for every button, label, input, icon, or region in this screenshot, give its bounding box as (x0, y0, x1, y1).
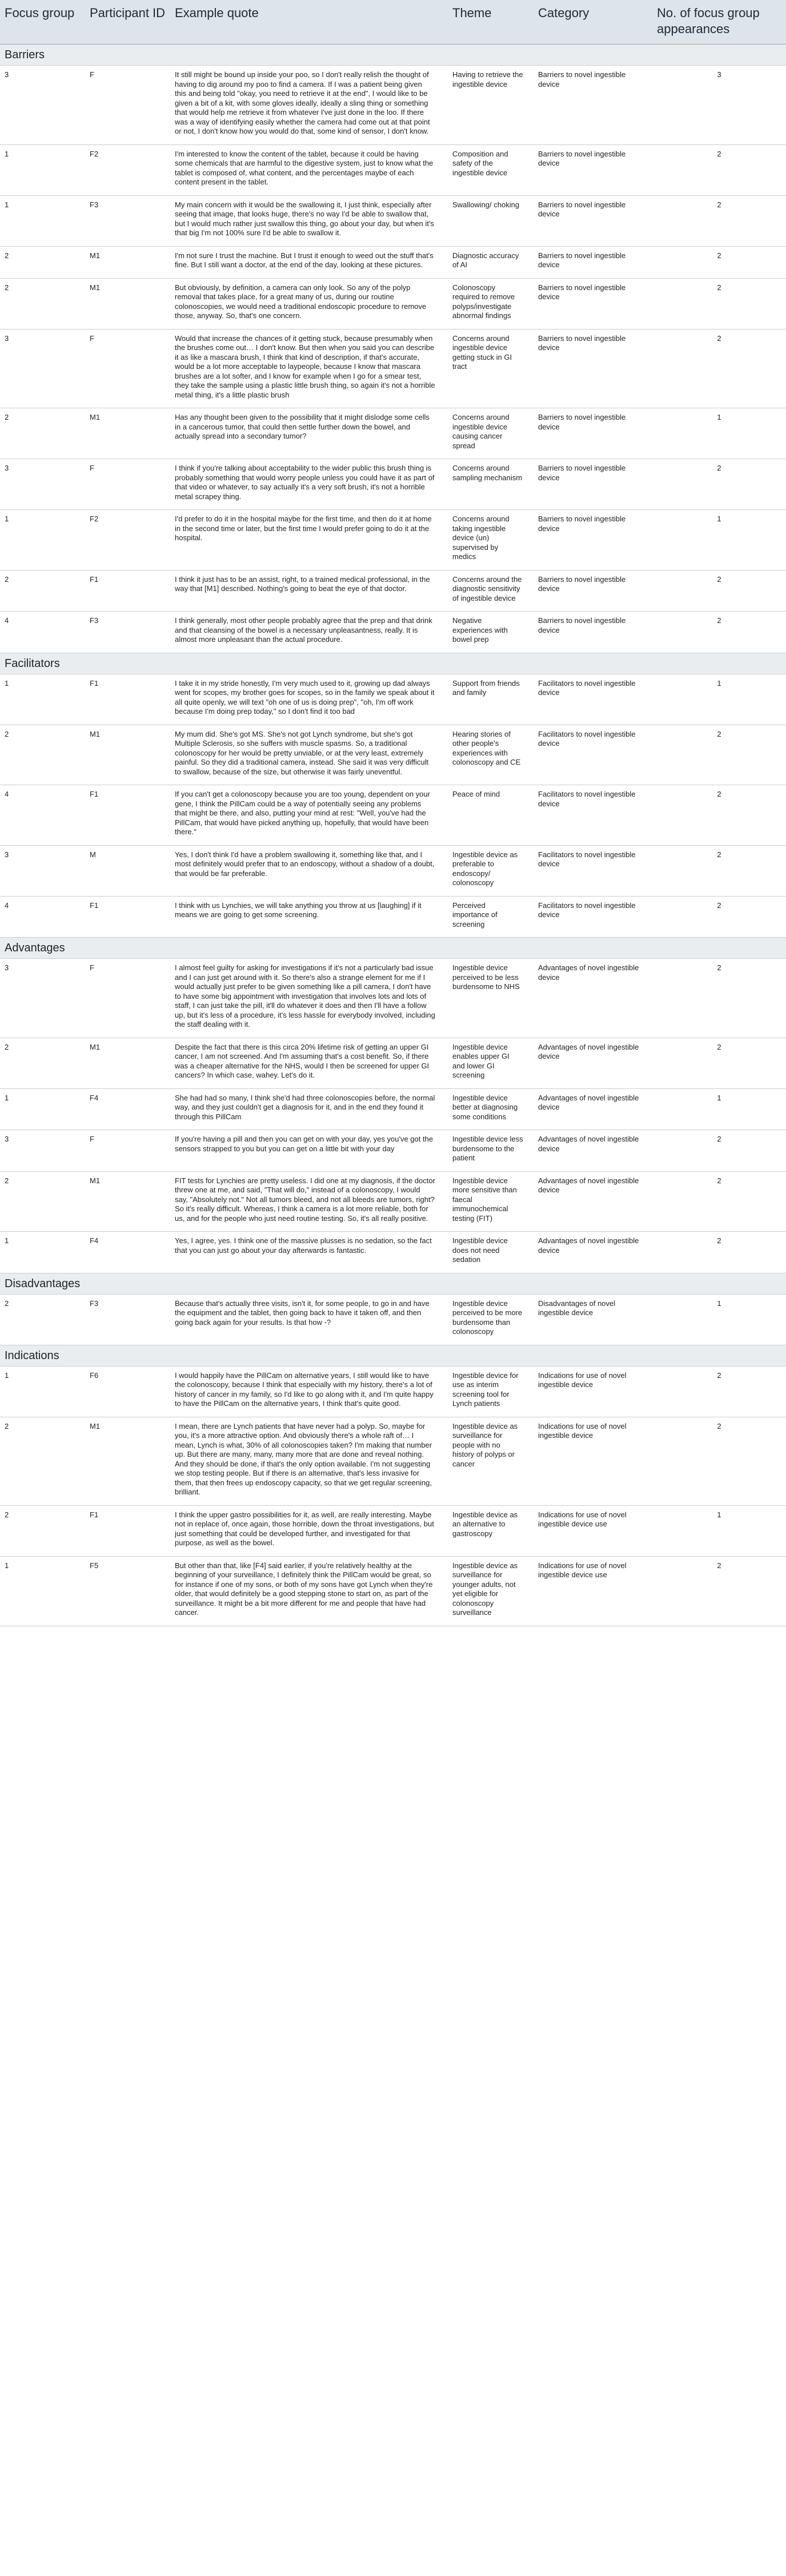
table-row (0, 785, 786, 846)
appearances-cell: 2 (652, 329, 786, 408)
theme-cell: Ingestible device enables upper GI and lower GI screening (448, 1038, 534, 1088)
theme-cell: Composition and safety of the ingestible device (448, 144, 534, 195)
category-cell: Facilitators to novel ingestible device (534, 785, 652, 846)
category-cell: Facilitators to novel ingestible device (534, 674, 652, 725)
quote-cell: Yes, I agree, yes. I think one of the massive plusses is no sedation, so the fact that you can just go about your day afterwards is fantastic. (170, 1232, 448, 1273)
participant-id-cell: F (85, 459, 170, 510)
section-title: Disadvantages (0, 1273, 786, 1294)
category-cell: Advantages of novel ingestible device (534, 1130, 652, 1172)
header-example-quote: Example quote (170, 0, 448, 45)
category-cell: Barriers to novel ingestible device (534, 612, 652, 653)
focus-group-cell: 3 (0, 845, 85, 896)
table-row (0, 959, 786, 1038)
table-row (0, 1505, 786, 1556)
focus-group-cell: 2 (0, 1171, 85, 1232)
quote-cell: I think if you're talking about acceptability to the wider public this brush thing is probably something that would worry people unless you could have it as part of that video or whatever, to say actually it's a very soft brush, it's not a horrible metal scrapey thing. (170, 459, 448, 510)
quote-cell: I mean, there are Lynch patients that have never had a polyp. So, maybe for you, it's a more attractive option. And obviously there's a whole raft of… I mean, Lynch is what, 30% of all colonoscopies taken? I'm making that number up. But there are many, many, many more that are done and reveal nothing. And they should be done, if that's the only option available. I'm not suggesting we stop testing people. But if there is an alternative, that's less invasive for them, that then frees up endoscopy capacity, so that we get regular screening, brilliant. (170, 1417, 448, 1505)
section-row (0, 653, 786, 674)
theme-cell: Concerns around ingestible device getting stuck in GI tract (448, 329, 534, 408)
focus-group-cell: 1 (0, 674, 85, 725)
quote-cell: But obviously, by definition, a camera can only look. So any of the polyp removal that takes place, for a great many of us, during our routine colonoscopies, we would need a traditional endoscopic procedure to remove those, anyway. So, that's one concern. (170, 278, 448, 329)
participant-id-cell: F (85, 329, 170, 408)
participant-id-cell: F2 (85, 144, 170, 195)
header-category: Category (534, 0, 652, 45)
focus-group-cell: 2 (0, 1294, 85, 1345)
appearances-cell: 2 (652, 195, 786, 246)
theme-cell: Concerns around ingestible device causing cancer spread (448, 408, 534, 459)
theme-cell: Ingestible device as preferable to endoscopy/ colonoscopy (448, 845, 534, 896)
participant-id-cell: F1 (85, 674, 170, 725)
table-header-row (0, 0, 786, 45)
table-row (0, 1130, 786, 1172)
table-row (0, 1232, 786, 1273)
quote-cell: But other than that, like [F4] said earlier, if you're relatively healthy at the beginning of your surveillance, I definitely think the PillCam would be great, so for instance if one of my sons, or both of my sons have got Lynch when they're older, that would definitely be a good stepping stone to start on, as part of the surveillance. It might be a bit more different for me and people that have had cancer. (170, 1556, 448, 1626)
category-cell: Barriers to novel ingestible device (534, 66, 652, 145)
section-title: Barriers (0, 45, 786, 66)
appearances-cell: 3 (652, 66, 786, 145)
category-cell: Indications for use of novel ingestible device use (534, 1556, 652, 1626)
theme-cell: Ingestible device as surveillance for people with no history of polyps or cancer (448, 1417, 534, 1505)
focus-group-cell: 2 (0, 725, 85, 785)
theme-cell: Perceived importance of screening (448, 896, 534, 938)
table-row (0, 1171, 786, 1232)
table-body (0, 45, 786, 1626)
category-cell: Indications for use of novel ingestible device (534, 1417, 652, 1505)
participant-id-cell: M1 (85, 1038, 170, 1088)
category-cell: Indications for use of novel ingestible device (534, 1366, 652, 1417)
appearances-cell: 1 (652, 408, 786, 459)
table-row (0, 896, 786, 938)
participant-id-cell: F (85, 66, 170, 145)
table-row (0, 570, 786, 612)
appearances-cell: 1 (652, 510, 786, 570)
section-title: Indications (0, 1345, 786, 1366)
theme-cell: Concerns around taking ingestible device (un) supervised by medics (448, 510, 534, 570)
theme-cell: Diagnostic accuracy of AI (448, 246, 534, 278)
table-row (0, 1366, 786, 1417)
table-row (0, 612, 786, 653)
table-row (0, 1417, 786, 1505)
header-participant-id: Participant ID (85, 0, 170, 45)
quote-cell: My main concern with it would be the swallowing it, I just think, especially after seeing that image, that looks huge, there's no way I'd be able to swallow that, but I would much rather just swallow this thing, go about your day, but when it's that big I'm not 100% sure I'd be able to swallow it. (170, 195, 448, 246)
category-cell: Barriers to novel ingestible device (534, 408, 652, 459)
table-row (0, 408, 786, 459)
focus-group-cell: 1 (0, 1232, 85, 1273)
participant-id-cell: F5 (85, 1556, 170, 1626)
category-cell: Facilitators to novel ingestible device (534, 896, 652, 938)
focus-group-cell: 2 (0, 278, 85, 329)
theme-cell: Ingestible device less burdensome to the patient (448, 1130, 534, 1172)
participant-id-cell: F1 (85, 1505, 170, 1556)
quote-cell: My mum did. She's got MS. She's not got Lynch syndrome, but she's got Multiple Sclerosis, so she suffers with muscle spasms. So, a traditional colonoscopy for her would be pretty unviable, or at the very least, extremely painful. So they did a traditional camera, instead. She said it was very difficult to swallow, because of the size, but otherwise it was fairly uneventful. (170, 725, 448, 785)
focus-group-cell: 4 (0, 896, 85, 938)
appearances-cell: 1 (652, 1088, 786, 1130)
participant-id-cell: F3 (85, 612, 170, 653)
header-focus-group: Focus group (0, 0, 85, 45)
participant-id-cell: M1 (85, 246, 170, 278)
focus-group-cell: 2 (0, 1038, 85, 1088)
appearances-cell: 2 (652, 144, 786, 195)
category-cell: Barriers to novel ingestible device (534, 510, 652, 570)
theme-cell: Swallowing/ choking (448, 195, 534, 246)
participant-id-cell: F4 (85, 1232, 170, 1273)
appearances-cell: 1 (652, 1505, 786, 1556)
theme-cell: Ingestible device does not need sedation (448, 1232, 534, 1273)
section-row (0, 45, 786, 66)
theme-cell: Having to retrieve the ingestible device (448, 66, 534, 145)
appearances-cell: 1 (652, 674, 786, 725)
focus-group-cell: 2 (0, 408, 85, 459)
table-row (0, 1088, 786, 1130)
theme-cell: Negative experiences with bowel prep (448, 612, 534, 653)
theme-cell: Colonoscopy required to remove polyps/investigate abnormal findings (448, 278, 534, 329)
theme-cell: Hearing stories of other people's experiences with colonoscopy and CE (448, 725, 534, 785)
theme-cell: Support from friends and family (448, 674, 534, 725)
quote-cell: FIT tests for Lynchies are pretty useless. I did one at my diagnosis, if the doctor threw one at me, and said, "That will do," instead of a colonoscopy, I would say, "Absolutely not." Not all tumors bleed, and not all bleeds are tumors, right? So it's really difficult. Whereas, I think a camera is a lot more reliable, both for us, and for the people who just need routine testing. So, it's all really positive. (170, 1171, 448, 1232)
table-row (0, 725, 786, 785)
theme-cell: Ingestible device as surveillance for younger adults, not yet eligible for colonoscopy surveillance (448, 1556, 534, 1626)
participant-id-cell: F (85, 959, 170, 1038)
participant-id-cell: F1 (85, 570, 170, 612)
category-cell: Facilitators to novel ingestible device (534, 845, 652, 896)
appearances-cell: 2 (652, 725, 786, 785)
theme-cell: Peace of mind (448, 785, 534, 846)
quote-cell: I'm not sure I trust the machine. But I trust it enough to weed out the stuff that's fine. But I still want a doctor, at the end of the day, looking at these pictures. (170, 246, 448, 278)
theme-cell: Ingestible device perceived to be more burdensome than colonoscopy (448, 1294, 534, 1345)
focus-group-cell: 2 (0, 1417, 85, 1505)
appearances-cell: 2 (652, 459, 786, 510)
quote-cell: I would happily have the PillCam on alternative years, I still would like to have the colonoscopy, because I think that especially with my history, there's a lot of history of cancer in my family, so I'd like to go along with it, and I'm quite happy to have the PillCam on the alternative years, I think that's quite good. (170, 1366, 448, 1417)
participant-id-cell: M1 (85, 408, 170, 459)
quote-cell: Has any thought been given to the possibility that it might dislodge some cells in a cancerous tumor, that could then settle further down the bowel, and actually spread into a secondary tumor? (170, 408, 448, 459)
appearances-cell: 2 (652, 1232, 786, 1273)
header-appearances: No. of focus group appearances (652, 0, 786, 45)
quote-cell: I almost feel guilty for asking for investigations if it's not a particularly bad issue and I can just get around with it. So there's also a strange element for me if I would actually just prefer to be given something like a pill camera, I don't have to have some big appointment with investigation that involves lots and lots of staff, I can just take the pill, it'll do whatever it does and then I'll have a follow up, but it's less of a procedure, it's less hassle for everybody involved, including the staff dealing with it. (170, 959, 448, 1038)
table-row (0, 66, 786, 145)
appearances-cell: 1 (652, 1294, 786, 1345)
quote-cell: I think it just has to be an assist, right, to a trained medical professional, in the way that [M1] described. Nothing's going to beat the eye of that doctor. (170, 570, 448, 612)
section-title: Facilitators (0, 653, 786, 674)
appearances-cell: 2 (652, 1417, 786, 1505)
table-row (0, 459, 786, 510)
category-cell: Advantages of novel ingestible device (534, 1038, 652, 1088)
participant-id-cell: F3 (85, 1294, 170, 1345)
participant-id-cell: M (85, 845, 170, 896)
participant-id-cell: F3 (85, 195, 170, 246)
category-cell: Barriers to novel ingestible device (534, 278, 652, 329)
focus-group-cell: 1 (0, 1088, 85, 1130)
participant-id-cell: M1 (85, 725, 170, 785)
section-row (0, 1345, 786, 1366)
table-row (0, 845, 786, 896)
category-cell: Barriers to novel ingestible device (534, 195, 652, 246)
table-row (0, 1294, 786, 1345)
participant-id-cell: M1 (85, 1171, 170, 1232)
focus-group-cell: 1 (0, 195, 85, 246)
appearances-cell: 2 (652, 246, 786, 278)
appearances-cell: 2 (652, 1130, 786, 1172)
section-row (0, 938, 786, 959)
table-row (0, 144, 786, 195)
focus-group-cell: 4 (0, 785, 85, 846)
section-row (0, 1273, 786, 1294)
header-theme: Theme (448, 0, 534, 45)
table-row (0, 195, 786, 246)
appearances-cell: 2 (652, 612, 786, 653)
category-cell: Disadvantages of novel ingestible device (534, 1294, 652, 1345)
theme-cell: Concerns around the diagnostic sensitivity of ingestible device (448, 570, 534, 612)
table-row (0, 278, 786, 329)
focus-group-cell: 2 (0, 1505, 85, 1556)
theme-cell: Ingestible device perceived to be less burdensome to NHS (448, 959, 534, 1038)
category-cell: Advantages of novel ingestible device (534, 1232, 652, 1273)
participant-id-cell: M1 (85, 278, 170, 329)
focus-group-cell: 3 (0, 329, 85, 408)
participant-id-cell: F6 (85, 1366, 170, 1417)
focus-group-cell: 2 (0, 246, 85, 278)
quote-cell: Yes, I don't think I'd have a problem swallowing it, something like that, and I most definitely would prefer that to an endoscopy, without a shadow of a doubt, that would be far preferable. (170, 845, 448, 896)
participant-id-cell: F1 (85, 785, 170, 846)
appearances-cell: 2 (652, 896, 786, 938)
category-cell: Barriers to novel ingestible device (534, 570, 652, 612)
focus-group-cell: 3 (0, 1130, 85, 1172)
quote-cell: I think the upper gastro possibilities for it, as well, are really interesting. Maybe not in replace of, once again, those horrible, down the throat investigations, but just something that could be developed further, and investigated for that purpose, as well as the bowel. (170, 1505, 448, 1556)
focus-group-cell: 1 (0, 144, 85, 195)
quote-cell: Because that's actually three visits, isn't it, for some people, to go in and have the equipment and the tablet, then going back to have it taken off, and then going back again for your results. Is that how -? (170, 1294, 448, 1345)
table-row (0, 674, 786, 725)
table-row (0, 329, 786, 408)
category-cell: Indications for use of novel ingestible device use (534, 1505, 652, 1556)
quote-cell: Would that increase the chances of it getting stuck, because presumably when the brushes come out… I don't know. But then when you said you can describe it as like a mascara brush, I think that kind of description, if that's accurate, would be a lot more acceptable to laypeople, because I know that mascara brushes are a lot softer, and I know for example when I go for a smear test, they take the sample using a plastic little brush thing, so again it's not a horrible metal thing, it's a little plastic brush (170, 329, 448, 408)
quote-cell: If you can't get a colonoscopy because you are too young, dependent on your gene, I think the PillCam could be a way of potentially seeing any problems that might be there, and also, putting your mind at rest: "Well, you've had the PillCam, that would have picked anything up, hopefully, that would have been there." (170, 785, 448, 846)
quote-cell: I think generally, most other people probably agree that the prep and that drink and that cleansing of the bowel is a necessary unpleasantness, really. It is almost more unpleasant than the actual procedure. (170, 612, 448, 653)
table-row (0, 246, 786, 278)
category-cell: Barriers to novel ingestible device (534, 459, 652, 510)
appearances-cell: 2 (652, 278, 786, 329)
section-title: Advantages (0, 938, 786, 959)
focus-group-cell: 2 (0, 570, 85, 612)
theme-cell: Ingestible device more sensitive than faecal immunochemical testing (FIT) (448, 1171, 534, 1232)
appearances-cell: 2 (652, 959, 786, 1038)
focus-group-cell: 3 (0, 959, 85, 1038)
category-cell: Barriers to novel ingestible device (534, 246, 652, 278)
appearances-cell: 2 (652, 1171, 786, 1232)
quote-cell: I think with us Lynchies, we will take anything you throw at us [laughing] if it means we are going to get some screening. (170, 896, 448, 938)
participant-id-cell: F (85, 1130, 170, 1172)
appearances-cell: 2 (652, 1556, 786, 1626)
quote-cell: Despite the fact that there is this circa 20% lifetime risk of getting an upper GI cancer, I am not screened. And I'm assuming that's a cost benefit. So, if there was a cheaper alternative for the NHS, would I then be screened for upper GI cancers? In which case, wahey. Let's do it. (170, 1038, 448, 1088)
category-cell: Barriers to novel ingestible device (534, 144, 652, 195)
theme-cell: Concerns around sampling mechanism (448, 459, 534, 510)
appearances-cell: 2 (652, 570, 786, 612)
appearances-cell: 2 (652, 1366, 786, 1417)
focus-group-cell: 3 (0, 66, 85, 145)
appearances-cell: 2 (652, 785, 786, 846)
appearances-cell: 2 (652, 1038, 786, 1088)
quote-cell: It still might be bound up inside your poo, so I don't really relish the thought of having to dig around my poo to find a camera. If I was a patient being given this and being told "okay, you need to retrieve it at the end", I would like to be given a bit of a kit, with some gloves ideally, ideally a sling thing or something that would help me retrieve it from whatever I've just done in the loo. If there was a way of identifying easily whether the camera had come out at that point or not, I don't know how you would do that, some kind of sensor, I don't know. (170, 66, 448, 145)
focus-group-cell: 1 (0, 510, 85, 570)
quote-cell: I'm interested to know the content of the tablet, because it could be having some chemicals that are harmful to the digestive system, just to know what the tablet is composed of, what content, and the percentages maybe of each content present in the tablet. (170, 144, 448, 195)
focus-group-cell: 1 (0, 1366, 85, 1417)
focus-group-cell: 1 (0, 1556, 85, 1626)
quote-cell: I'd prefer to do it in the hospital maybe for the first time, and then do it at home in the second time or later, but the first time I would prefer going to do it at the hospital. (170, 510, 448, 570)
quote-cell: If you're having a pill and then you can get on with your day, yes you've got the sensors strapped to you but you can get on a little bit with your day (170, 1130, 448, 1172)
table-row (0, 1556, 786, 1626)
theme-cell: Ingestible device better at diagnosing some conditions (448, 1088, 534, 1130)
quote-cell: I take it in my stride honestly, I'm very much used to it, growing up dad always went for scopes, my brother goes for scopes, so in the family we speak about it all quite openly, we will text "oh one of us is doing prep", "oh, I'm off work because I'm doing prep today," so I don't find it too bad (170, 674, 448, 725)
category-cell: Facilitators to novel ingestible device (534, 725, 652, 785)
focus-group-cell: 3 (0, 459, 85, 510)
table-row (0, 510, 786, 570)
category-cell: Barriers to novel ingestible device (534, 329, 652, 408)
category-cell: Advantages of novel ingestible device (534, 1088, 652, 1130)
participant-id-cell: F2 (85, 510, 170, 570)
theme-cell: Ingestible device as an alternative to gastroscopy (448, 1505, 534, 1556)
focus-group-cell: 4 (0, 612, 85, 653)
participant-id-cell: F4 (85, 1088, 170, 1130)
appearances-cell: 2 (652, 845, 786, 896)
table-row (0, 1038, 786, 1088)
category-cell: Advantages of novel ingestible device (534, 959, 652, 1038)
participant-id-cell: F1 (85, 896, 170, 938)
category-cell: Advantages of novel ingestible device (534, 1171, 652, 1232)
theme-cell: Ingestible device for use as interim screening tool for Lynch patients (448, 1366, 534, 1417)
participant-id-cell: M1 (85, 1417, 170, 1505)
quote-cell: She had had so many, I think she'd had three colonoscopies before, the normal way, and they just couldn't get a diagnosis for it, and in the end they found it through this PillCam (170, 1088, 448, 1130)
